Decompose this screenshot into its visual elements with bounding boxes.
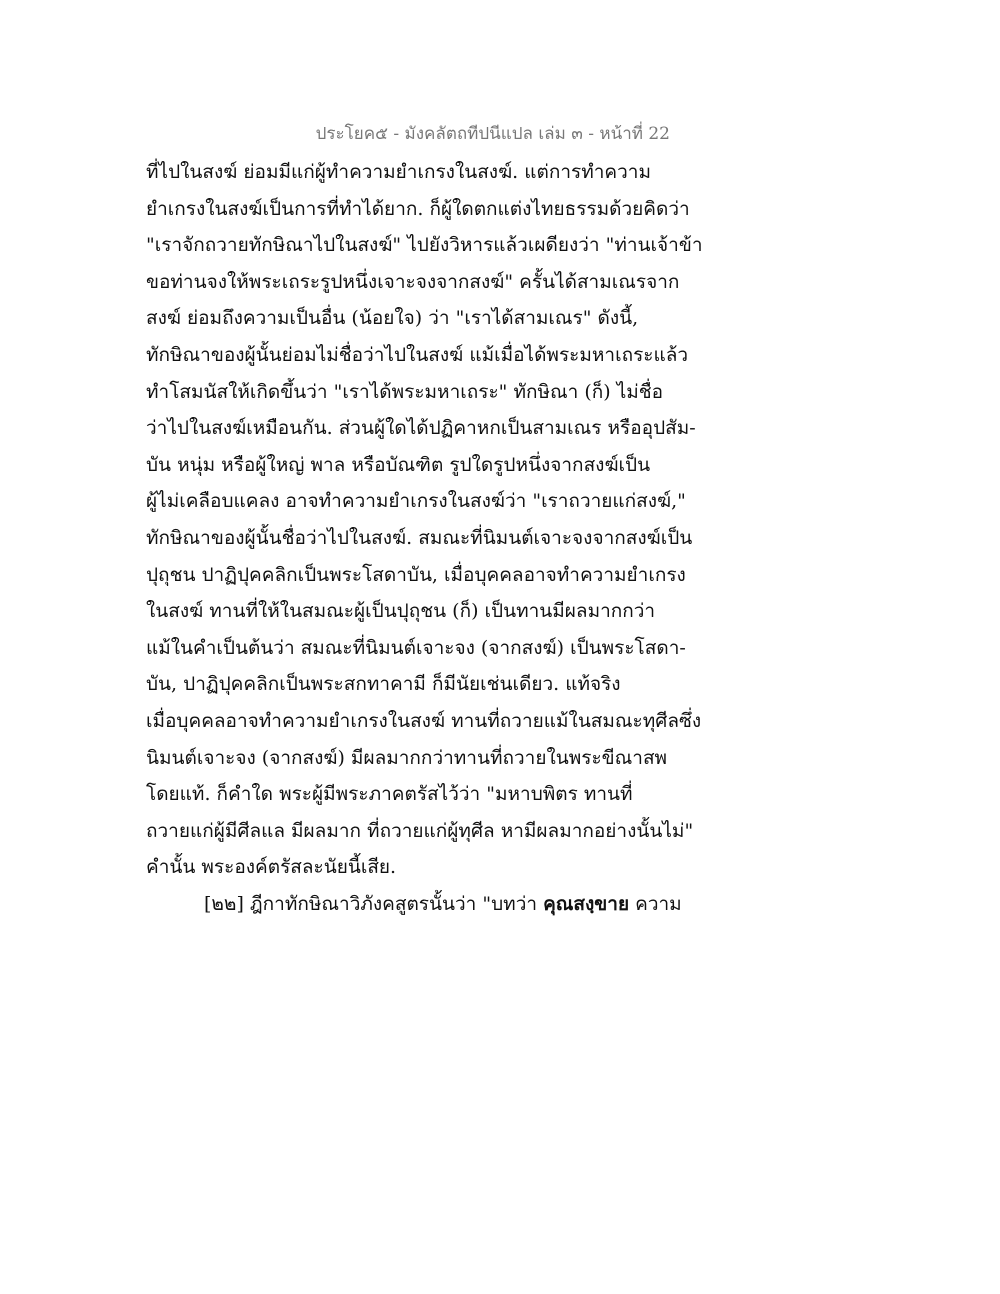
running-header: ประโยค๕ - มังคลัตถทีปนีแปล เล่ม ๓ - หน้าที่ 22	[315, 124, 670, 144]
body-text	[146, 154, 706, 922]
text-line: แม้ในคำเป็นต้นว่า สมณะที่นิมนต์เจาะจง (จากสงฆ์) เป็นพระโสดา-	[146, 636, 686, 659]
text-line: โดยแท้. ก็คำใด พระผู้มีพระภาคตรัสไว้ว่า "มหาบพิตร ทานที่	[146, 783, 633, 806]
paragraph-text-end: ความ	[629, 892, 682, 915]
text-line: ถวายแก่ผู้มีศีลแล มีผลมาก ที่ถวายแก่ผู้ทุศีล หามีผลมากอย่างนั้นไม่"	[146, 819, 694, 842]
text-line: ในสงฆ์ ทานที่ให้ในสมณะผู้เป็นปุถุชน (ก็) เป็นทานมีผลมากกว่า	[146, 600, 656, 623]
bold-term: คุณสงฺขาย	[543, 892, 630, 915]
text-line: ปุถุชน ปาฏิปุคคลิกเป็นพระโสดาบัน, เมื่อบุคคลอาจทำความยำเกรง	[146, 563, 686, 586]
text-line: "เราจักถวายทักษิณาไปในสงฆ์" ไปยังวิหารแล้วเผดียงว่า "ท่านเจ้าข้า	[146, 234, 703, 257]
paragraph-start-line	[146, 886, 706, 923]
text-line: สงฆ์ ย่อมถึงความเป็นอื่น (น้อยใจ) ว่า "เราได้สามเณร" ดังนี้,	[146, 307, 639, 330]
text-line: ยำเกรงในสงฆ์เป็นการที่ทำได้ยาก. ก็ผู้ใดตกแต่งไทยธรรมด้วยคิดว่า	[146, 197, 690, 220]
text-line: ทักษิณาของผู้นั้นชื่อว่าไปในสงฆ์. สมณะที่นิมนต์เจาะจงจากสงฆ์เป็น	[146, 526, 693, 549]
text-line: ว่าไปในสงฆ์เหมือนกัน. ส่วนผู้ใดได้ปฏิคาหกเป็นสามเณร หรืออุปสัม-	[146, 417, 696, 440]
text-line: บัน, ปาฏิปุคคลิกเป็นพระสกทาคามี ก็มีนัยเช่นเดียว. แท้จริง	[146, 673, 621, 696]
text-line: เมื่อบุคคลอาจทำความยำเกรงในสงฆ์ ทานที่ถวายแม้ในสมณะทุศีลซึ่ง	[146, 709, 702, 732]
text-line: บัน หนุ่ม หรือผู้ใหญ่ พาล หรือบัณฑิต รูปใดรูปหนึ่งจากสงฆ์เป็น	[146, 453, 651, 476]
text-line: นิมนต์เจาะจง (จากสงฆ์) มีผลมากกว่าทานที่ถวายในพระขีณาสพ	[146, 746, 668, 769]
text-line: ขอท่านจงให้พระเถระรูปหนึ่งเจาะจงจากสงฆ์" ครั้นได้สามเณรจาก	[146, 270, 680, 293]
text-line: ทำโสมนัสให้เกิดขึ้นว่า "เราได้พระมหาเถระ" ทักษิณา (ก็) ไม่ชื่อ	[146, 380, 664, 403]
text-line: ผู้ไม่เคลือบแคลง อาจทำความยำเกรงในสงฆ์ว่า "เราถวายแก่สงฆ์,"	[146, 490, 686, 513]
text-line: ทักษิณาของผู้นั้นย่อมไม่ชื่อว่าไปในสงฆ์ แม้เมื่อได้พระมหาเถระแล้ว	[146, 343, 689, 366]
text-line: ที่ไปในสงฆ์ ย่อมมีแก่ผู้ทำความยำเกรงในสงฆ์. แต่การทำความ	[146, 161, 651, 183]
text-line: คำนั้น พระองค์ตรัสละนัยนี้เสีย.	[146, 856, 397, 879]
paragraph-text: [๒๒] ฎีกาทักษิณาวิภังคสูตรนั้นว่า "บทว่า	[204, 892, 544, 915]
